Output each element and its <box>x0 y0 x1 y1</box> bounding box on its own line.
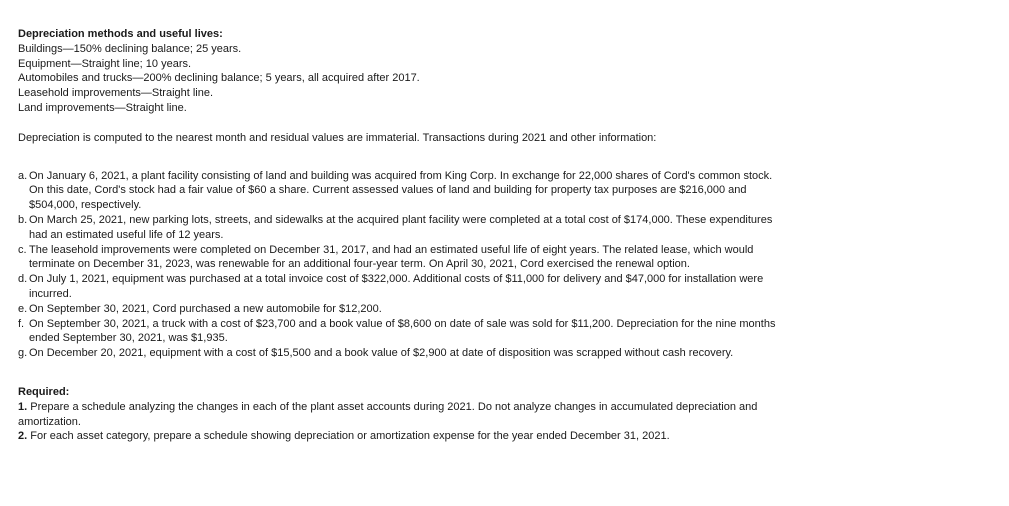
item-text: The leasehold improvements were completed on December 31, 2017, and had an estimated useful life of eight years. The related lease, which would terminate on December 31, 2023, was renewable for an additional four-year term. On April 30, 2021, Cord exercised the renewal option. <box>29 243 754 271</box>
transaction-item-b <box>18 213 778 243</box>
required-text: For each asset category, prepare a schedule showing depreciation or amortization expense for the year ended December 31, 2021. <box>30 430 670 443</box>
required-item-1 <box>18 400 788 430</box>
item-text: On September 30, 2021, a truck with a cost of $23,700 and a book value of $8,600 on date of sale was sold for $11,200. Depreciation for the nine months ended September 30, 2021, was $1,935. <box>29 317 776 345</box>
item-text: On September 30, 2021, Cord purchased a new automobile for $12,200. <box>29 302 382 315</box>
problem-document <box>18 27 998 444</box>
item-text: On July 1, 2021, equipment was purchased at a total invoice cost of $322,000. Additional costs of $11,000 for delivery and $47,000 for installation were incurred. <box>29 273 764 300</box>
transaction-item-e <box>18 302 778 317</box>
item-text: On January 6, 2021, a plant facility consisting of land and building was acquired from King Corp. In exchange for 22,000 shares of Cord's common stock. On this date, Cord's stock had a fair value of $60 a share. Current assessed values of land and building for property tax purposes are $216,000 and $504,000, respectively. <box>29 169 773 212</box>
depreciation-methods-section <box>18 27 998 116</box>
required-text: Prepare a schedule analyzing the changes in each of the plant asset accounts during 2021. Do not analyze changes in accumulated depreciation and amortization. <box>18 400 758 428</box>
required-section <box>18 385 788 444</box>
item-marker: c. <box>18 243 27 256</box>
methods-heading: Depreciation methods and useful lives: <box>18 28 223 40</box>
item-marker: a. <box>18 169 28 182</box>
transaction-item-f <box>18 317 778 347</box>
method-line-equipment: Equipment—Straight line; 10 years. <box>18 57 192 70</box>
transactions-list <box>18 169 778 361</box>
method-line-land-improvements: Land improvements—Straight line. <box>18 101 187 114</box>
required-number: 1. <box>18 400 28 413</box>
method-line-buildings: Buildings—150% declining balance; 25 years. <box>18 42 242 55</box>
item-text: On December 20, 2021, equipment with a cost of $15,500 and a book value of $2,900 at date of disposition was scrapped without cash recovery. <box>29 347 734 360</box>
item-text: On March 25, 2021, new parking lots, streets, and sidewalks at the acquired plant facility were completed at a total cost of $174,000. These expenditures had an estimated useful life of 12 years. <box>29 213 773 241</box>
item-marker: b. <box>18 213 28 226</box>
intro-paragraph: Depreciation is computed to the nearest month and residual values are immaterial. Transactions during 2021 and other information: <box>18 131 657 144</box>
item-marker: f. <box>18 317 25 330</box>
method-line-leasehold: Leasehold improvements—Straight line. <box>18 87 214 100</box>
method-line-automobiles: Automobiles and trucks—200% declining balance; 5 years, all acquired after 2017. <box>18 72 420 85</box>
item-marker: e. <box>18 302 28 315</box>
required-item-2 <box>18 429 788 444</box>
transaction-item-a <box>18 169 778 213</box>
required-heading: Required: <box>18 385 70 398</box>
required-number: 2. <box>18 430 28 443</box>
transaction-item-c <box>18 243 778 273</box>
item-marker: g. <box>18 347 28 360</box>
transaction-item-g <box>18 346 778 361</box>
transaction-item-d <box>18 272 778 302</box>
item-marker: d. <box>18 273 28 286</box>
